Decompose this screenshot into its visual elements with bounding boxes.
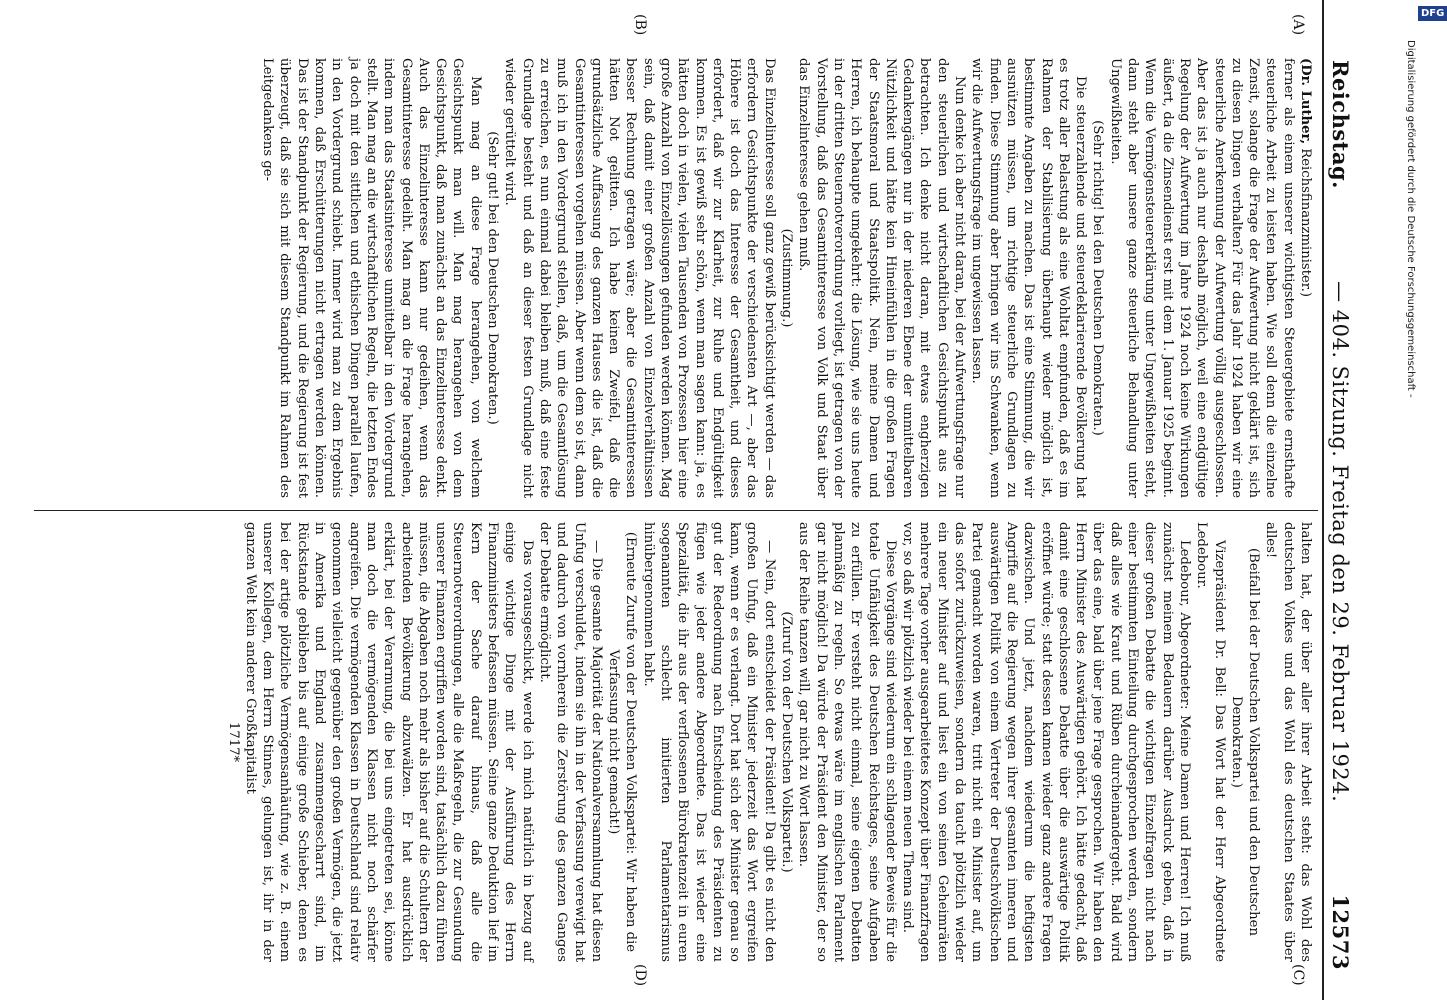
paragraph: Nun denke ich aber nicht daran, bei der Aufwertungsfrage nur den steuerlichen und wirtschaftlichen Gesichtspunkt aus zu betrachten. Ich denke nicht daran, mit etwas engherzigen Gedankengängen nur in der niederen Ebene der unmittelbaren Nützlichkeit und hätte kein Hineinfühlen in die großen Fragen der Staatsmoral und Staatspolitik. Nein, meine Damen und Herren, ich behaupte umgekehrt: die Lösung, wie sie uns heute in der dritten Steuernotverordnung vorliegt, ist getragen von der Vorstellung, daß das Gesamtinteresse von Volk und Staat über das Einzelinteresse gehen muß. [796,58,968,498]
interjection: 1717* [225,721,241,763]
margin-mark-c: (C) [1290,964,1306,986]
interjection: (Erneute Zurufe von der Deutschen Volkspartei: Wir haben die Verfassung nicht gemacht!) [606,531,639,953]
dfg-logo-text: DFG [1421,8,1445,19]
paragraph: Vizepräsident Dr. Bell: Das Wort hat der Herr Abgeordnete Ledebour. [1194,522,1227,962]
paragraph: halten hat, der über aller ihrer Arbeit steht: das Wohl des deutschen Volkes und das Wohl des deutschen Staates über alles! [1263,522,1313,962]
header-session-date: — 404. Sitzung. Freitag den 29. Februar 1924. [1328,281,1352,803]
left-column [34,58,1314,498]
dfg-logo [1418,6,1447,21]
header-title: Reichstag. [1328,60,1353,189]
digitization-text: Digitalisierung gefördert durch die Deutsche Forschungsgemeinschaft - [1405,40,1416,398]
interjection: (Sehr gut! bei den Deutschen Demokraten.) [485,131,501,425]
interjection: (Zustimmung.) [779,228,795,328]
page-number: 12573 [1328,894,1353,970]
digitization-note [1405,40,1416,398]
paragraph: Das Einzelinteresse soll ganz gewiß berücksichtigt werden — das erfordern Gesichtspunkte der verschiedensten Art —, aber das Höhere ist doch das Interesse der Gesamtheit, und dieses erfordert, daß wir zur Klarheit, zur Ruhe und Endgültigkeit kommen. Es ist gewiß sehr schön, wenn man sagen kann: ja, es hätten doch in vielen, vielen Tausenden von Prozessen hier eine große Anzahl von Einzellösungen gefunden werden können. Mag sein, daß damit einer großen Anzahl von Einzelverhältnissen besser Rechnung getragen wäre; aber die Gesamtinteressen hätten Not gelitten. Ich habe keinen Zweifel, daß die grundsätzliche Auffassung des ganzen Hauses die ist, daß die Gesamtinteressen vorgehen müssen. Aber wenn dem so ist, dann muß ich in den Vordergrund stellen, daß, um die Gesamtlösung zu erreichen, es nun einmal dabei bleiben muß, daß eine feste Grundlage besteht und daß an dieser festen Grundlage nicht wieder gerüttelt wird. [502,58,777,498]
speaker-name: (Dr. Luther, [1298,58,1313,145]
newspaper-page [24,0,1364,1000]
margin-mark-a: (A) [1290,14,1306,36]
paragraph: Man mag an diese Frage herangehen, von welchem Gesichtspunkt man will. Man mag herangehen von dem Gesichtspunkt, daß man zunächst an das Einzelinteresse denkt. Auch das Einzelinteresse kann nur gedeihen, wenn das Gesamtinteresse gedeiht. Man mag an die Frage herangehen, indem man das Staatsinteresse unmittelbar in den Vordergrund stellt. Man mag an die wirtschaftlichen Regeln, die letzten Endes ja doch mit den sittlichen und ethischen Dingen parallel laufen, in den Vordergrund schiebt. Immer wird man zu dem Ergebnis kommen, daß Erschütterungen nicht ertragen werden können. Das ist der Standpunkt der Regierung, und die Regierung ist fest überzeugt, daß sie sich mit diesem Standpunkt im Rahmen des Leitgedankens ge- [260,58,483,498]
paragraph: Die steuerzahlende und steuerdeklarierende Bevölkerung hat es trotz aller Belastung als eine Wohltat empfunden, daß es im Rahmen der Stabilisierung überhaupt wieder möglich ist, bestimmte Angaben zu machen. Das ist eine Stimmung, die wir ausnützen müssen, um richtige steuerliche Grundlagen zu finden. Diese Stimmung aber bringen wir ins Schwanken, wenn wir die Aufwertungsfrage im ungewissen lassen. [969,58,1089,498]
page-header [1322,0,1358,1000]
right-column [34,522,1314,962]
margin-mark-b: (B) [632,14,648,36]
paragraph: Das vorausgeschickt, werde ich mich natürlich in bezug auf einige wichtige Dinge mit der Ausführung des Herrn Finanzministers befassen müssen. Seine ganze Deduktion lief im Kern der Sache darauf hinaus, daß alle die Steuernotverordnungen, alle die Maßregeln, die zur Gesundung unserer Finanzen ergriffen worden sind, tatsächlich dazu führen müssen, die Abgaben noch mehr als bisher auf die Schultern der arbeitenden Bevölkerung abzuwälzen. Er hat ausdrücklich erklärt, bei der Verarmung, die bei uns eingetreten sei, könne man doch die vermögenden Klassen nicht noch schärfer angreifen. Die vermögenden Klassen in Deutschland sind relativ genommen vielleicht gegenüber den großen Vermögen, die jetzt in Amerika und England zusammengescharrt sind, im Rückstande geblieben bis auf einige große Schieber, denen es bei der artige plötzliche Vermögensanhäufung, wie z. B. einem unserer Kollegen, dem Herrn Stinnes, gelungen ist, ihr in der ganzen Welt kein anderer Großkapitalist [242,522,535,962]
margin-mark-d: (D) [632,964,648,987]
interjection: (Sehr richtig! bei den Deutschen Demokraten.) [1090,120,1106,436]
paragraph: — Nein, dort entscheidet der Präsident! Da gibt es nicht den großen Unfug, daß ein Minister jederzeit das Wort ergreifen kann, wenn er es verlangt. Dort hat sich der Minister genau so gut der Redeordnung nach Entscheidung des Präsidenten zu fügen wie jeder andere Abgeordnete. Das ist wieder eine Spezialität, die ihr aus der verflossenen Bürokratenzeit in euren sogenannten schlecht imitierten Parlamentarismus hinübergenommen habt. [640,522,777,962]
column-divider [34,510,1318,511]
paragraph: Diese Vorgänge sind wiederum ein schlagender Beweis für die totale Unfähigkeit des Deutschen Reichstages, seine Aufgaben zu erfüllen. Er versteht nicht einmal, seine eigenen Debatten planmäßig zu regeln. So etwas wäre im englischen Parlament gar nicht möglich! Da würde der Präsident den Minister, der so aus der Reihe tanzen will, gar nicht zu Wort lassen. [796,522,898,962]
paragraph: — Die gesamte Majorität der Nationalversammlung hat diesen Unfug verschuldet, indem sie ihn in der Verfassung verewigt hat und dadurch von vornherein die Zerstörung des ganzen Ganges der Debatte ermöglicht. [536,522,604,962]
interjection: (Zuruf von der Deutschen Volkspartei.) [779,611,795,873]
paragraph: ferner als einem unserer wichtigsten Steuergebiete ernsthafte steuerliche Arbeit zu leisten haben. Wie soll denn die einzelne Zensit, solange die Frage der Aufwertung nicht geklärt ist, sich zu diesen Dingen verhalten? Für das Jahr 1924 haben wir eine steuerliche Anerkennung der Aufwertung völlig ausgeschlossen. Aber das ist ja auch nur deshalb möglich, weil eine endgültige Regelung der Aufwertung im Jahre 1924 noch keine Wirkungen äußert, da die Zinsendienst erst mit dem 1. Januar 1925 beginnt. Wenn die Vermögensteuererklärung unter Ungewißheiten steht, dann steht aber unsere ganze steuerliche Behandlung unter Ungewißheiten. [1107,58,1296,498]
speaker-role: Reichsfinanzminister.) [1298,144,1313,297]
speaker-line [1297,58,1314,498]
paragraph: Ledebour, Abgeordneter: Meine Damen und Herren! Ich muß zunächst meinem Bedauern darüber Ausdruck geben, daß in dieser großen Debatte die wichtigen Einzelfragen nicht nach einer bestimmten Einteilung durchgesprochen werden, sondern daß alles wie Kraut und Rüben durcheinandergeht. Bald wird über das eine, bald über jene Frage gesprochen. Wir haben den Herrn Minister des Auswärtigen gehört. Ich hätte gedacht, daß damit eine geschlossene Debatte über die auswärtige Politik eröffnet würde; statt dessen kamen wieder ganz andere Fragen dazwischen. Und jetzt, nachdem wiederum die heftigsten Angriffe auf die Regierung wegen ihrer gesamten inneren und auswärtigen Politik von einem Vertreter der Deutschvölkischen Partei gemacht worden waren, tritt nicht ein Minister auf, um das sofort zurückzuweisen, sondern da taucht plötzlich wieder ein neuer Minister auf und liest ein von seinen Geheimräten mehrere Tage vorher ausgearbeitetes Konzept über Finanzfragen vor, so daß wir plötzlich wieder bei einem neuen Thema sind. [900,522,1192,962]
interjection: (Beifall bei der Deutschen Volkspartei und den Deutschen Demokraten.) [1228,548,1262,936]
